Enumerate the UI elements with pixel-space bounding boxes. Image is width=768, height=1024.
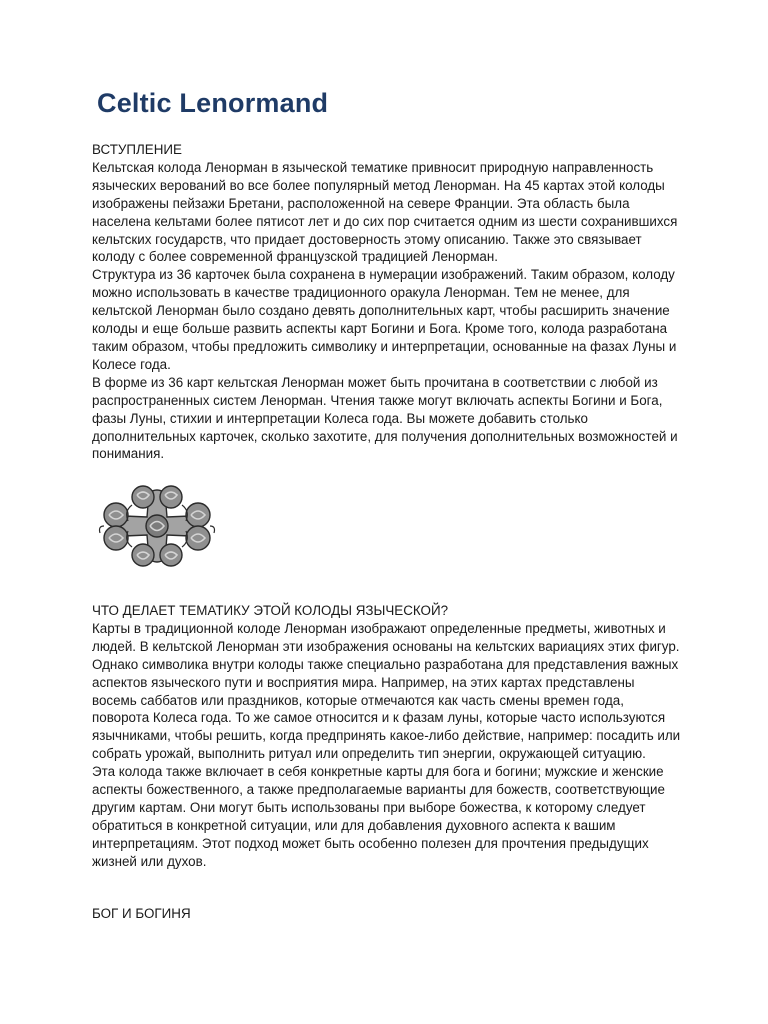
- section-heading: ВСТУПЛЕНИЕ: [92, 142, 182, 157]
- section-god-goddess: [92, 905, 682, 923]
- paragraph: Эта колода также включает в себя конкретные карты для бога и богини; мужские и женские аспекты божественного, а также предполагаемые варианты для божеств, соответствующие другим картам. Они могут быть использованы при выборе божества, к которому следует обратиться в конкретной ситуации, или для добавления духовного аспекта к вашим интерпретациям. Этот подход может быть особенно полезен для прочтения предыдущих жизней или духов.: [92, 764, 665, 869]
- paragraph: Кельтская колода Ленорман в языческой тематике привносит природную направленность языческих верований во все более популярный метод Ленорман. На 45 картах этой колоды изображены пейзажи Бретани, расположенной на севере Франции. Эта область была населена кельтами более пятисот лет и до сих пор считается одним из шести сохранившихся кельтских государств, что придает достоверность этому описанию. Также это связывает колоду с более современной французской традицией Ленорман.: [92, 159, 678, 265]
- section-pagan-theme: [92, 602, 682, 871]
- section-heading: ЧТО ДЕЛАЕТ ТЕМАТИКУ ЭТОЙ КОЛОДЫ ЯЗЫЧЕСКОЙ?: [92, 603, 449, 618]
- section-introduction: [92, 141, 682, 463]
- paragraph: В форме из 36 карт кельтская Ленорман может быть прочитана в соответствии с любой из распространенных систем Ленорман. Чтения также могут включать аспекты Богини и Бога, фазы Луны, стихии и интерпретации Колеса года. Вы можете добавить столько дополнительных карточек, сколько захотите, для получения дополнительных возможностей и понимания.: [92, 374, 678, 462]
- document-title: Celtic Lenormand: [97, 88, 329, 118]
- paragraph: Карты в традиционной колоде Ленорман изображают определенные предметы, животных и людей. В кельтской Ленорман эти изображения основаны на кельтских вариациях этих фигур. Однако символика внутри колоды также специально разработана для представления важных аспектов языческого пути и восприятия мира. Например, на этих картах представлены восемь саббатов или праздников, которые отмечаются как часть смены времен года, поворота Колеса года. То же самое относится и к фазам луны, которые часто используются язычниками, чтобы решить, когда предпринять какое-либо действие, например: посадить или собрать урожай, выполнить ритуал или определить тип энергии, окружающей ситуацию.: [92, 620, 681, 762]
- paragraph: Структура из 36 карточек была сохранена в нумерации изображений. Таким образом, колоду можно использовать в качестве традиционного оракула Ленорман. Тем не менее, для кельтской Ленорман было создано девять дополнительных карт, чтобы расширить значение колоды и еще больше развить аспекты карт Богини и Бога. Кроме того, колода разработана таким образом, чтобы предложить символику и интерпретации, основанные на фазах Луны и Колесе года.: [92, 267, 677, 372]
- celtic-knot-icon: [94, 483, 220, 569]
- section-heading: БОГ И БОГИНЯ: [92, 906, 191, 921]
